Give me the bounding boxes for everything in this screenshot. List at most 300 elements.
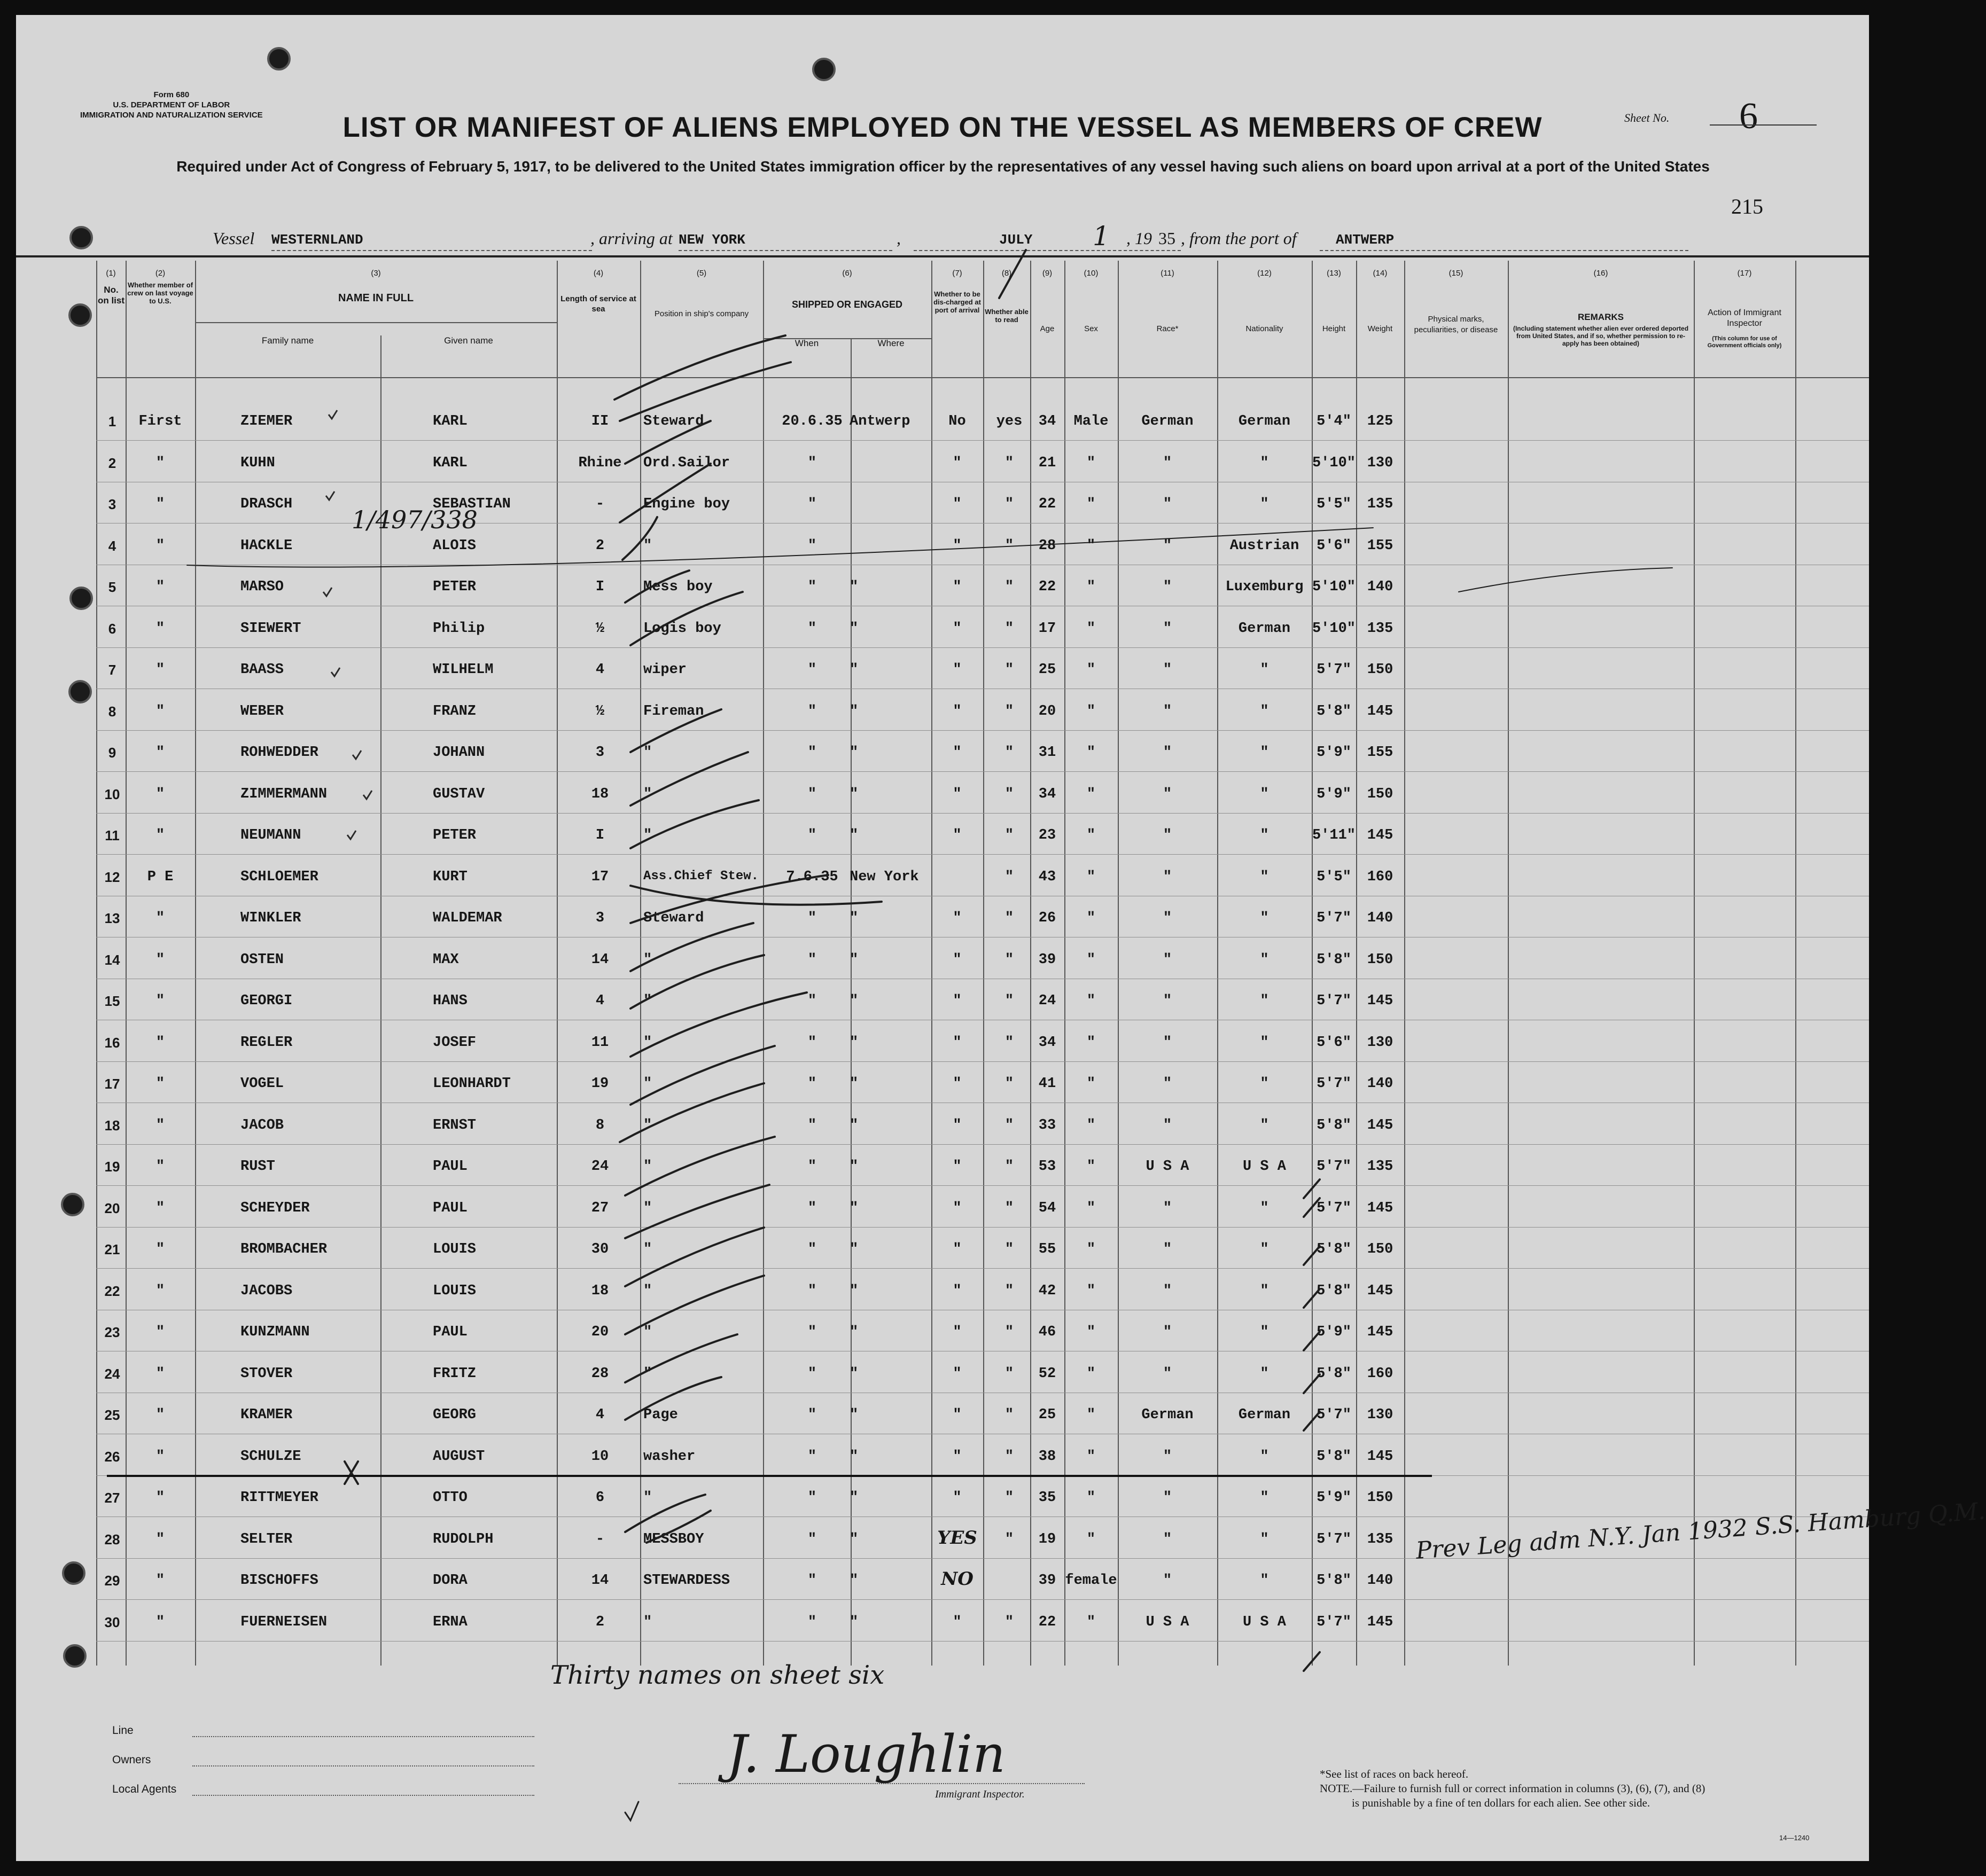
header-sex: Sex xyxy=(1084,324,1098,333)
service-name: IMMIGRATION AND NATURALIZATION SERVICE xyxy=(80,111,263,120)
cell-nat: U S A xyxy=(1242,1614,1286,1630)
cell-dis: " xyxy=(953,786,962,802)
year-prefix: , 19 xyxy=(1126,229,1152,248)
cell-given: KURT xyxy=(433,869,468,885)
colnum-10: (10) xyxy=(1084,269,1099,278)
inspector-label: Immigrant Inspector. xyxy=(935,1788,1025,1800)
cell-position: Ass.Chief Stew. xyxy=(643,869,759,884)
cell-weight: 145 xyxy=(1367,1448,1393,1465)
sheet-number-label: Sheet No. xyxy=(1624,111,1670,124)
cell-given: ALOIS xyxy=(433,537,477,554)
cell-service: Rhine xyxy=(578,455,622,471)
from-port-label: , from the port of xyxy=(1181,229,1297,248)
check-stroke-10 xyxy=(630,800,759,848)
cell-read: " xyxy=(1004,993,1014,1009)
check-stroke-18 xyxy=(625,1137,775,1195)
cell-where: " xyxy=(850,993,859,1009)
arriving-comma: , xyxy=(897,229,901,248)
cell-dis: " xyxy=(953,1448,962,1465)
cell-no: 3 xyxy=(108,496,116,512)
cell-read: " xyxy=(1004,786,1014,802)
cell-service: 2 xyxy=(595,537,605,554)
cell-no: 11 xyxy=(105,827,120,843)
cell-dis: " xyxy=(953,1324,962,1340)
cell-member: " xyxy=(155,1448,165,1465)
cell-position: " xyxy=(643,1324,652,1340)
cell-family: SELTER xyxy=(240,1531,293,1547)
cell-position: " xyxy=(643,951,652,968)
cell-service: - xyxy=(595,1531,605,1547)
cell-member: First xyxy=(138,413,182,429)
cell-read: " xyxy=(1004,662,1014,678)
cell-age: 24 xyxy=(1038,993,1056,1009)
cell-service: 4 xyxy=(595,1407,605,1423)
cell-where: " xyxy=(850,1531,859,1547)
check-stroke-22 xyxy=(625,1334,737,1382)
cell-weight: 150 xyxy=(1367,662,1393,678)
cell-race: German xyxy=(1141,1407,1194,1423)
sheet-number-value: 6 xyxy=(1739,96,1758,137)
cell-where: " xyxy=(850,1365,859,1382)
cell-where: " xyxy=(850,951,859,968)
cell-family: SCHULZE xyxy=(240,1448,301,1465)
cell-read: " xyxy=(1004,1034,1014,1051)
check-stroke-3 xyxy=(625,421,711,464)
cell-service: 27 xyxy=(591,1200,609,1216)
cell-nat: German xyxy=(1238,1407,1291,1423)
cell-family: DRASCH xyxy=(240,496,293,512)
cell-member: " xyxy=(155,579,165,595)
arrival-month: JULY xyxy=(999,232,1033,248)
cell-given: JOSEF xyxy=(433,1034,477,1051)
colnum-12: (12) xyxy=(1257,269,1272,278)
cell-age: 52 xyxy=(1038,1365,1056,1382)
cell-member: " xyxy=(155,1365,165,1382)
cell-when: " xyxy=(807,1200,817,1216)
cell-family: KUNZMANN xyxy=(240,1324,310,1340)
cell-read: " xyxy=(1004,496,1014,512)
cell-age: 43 xyxy=(1038,869,1056,885)
cell-height: 5'5" xyxy=(1317,496,1351,512)
vessel-name: WESTERNLAND xyxy=(271,232,363,248)
cell-no: 5 xyxy=(108,579,116,595)
cell-read: " xyxy=(1004,455,1014,471)
cell-family: ZIEMER xyxy=(240,413,293,429)
cell-nat: " xyxy=(1260,703,1269,720)
cell-position: Engine boy xyxy=(643,496,730,512)
cell-sex: " xyxy=(1086,1365,1096,1382)
cell-dis: " xyxy=(953,1117,962,1134)
cell-age: 53 xyxy=(1038,1159,1056,1175)
cell-service: 8 xyxy=(595,1117,605,1134)
cell-family: KUHN xyxy=(240,455,275,471)
binder-hole xyxy=(812,58,836,81)
cell-when: " xyxy=(807,827,817,843)
cell-where: " xyxy=(850,1034,859,1051)
check-stroke-12 xyxy=(630,875,828,923)
note-races: *See list of races on back hereof. xyxy=(1320,1768,1469,1780)
check-stroke-9 xyxy=(630,752,748,806)
cell-sex: " xyxy=(1086,579,1096,595)
cell-race: " xyxy=(1163,869,1172,885)
cell-member: " xyxy=(155,620,165,637)
form-number: Form 680 xyxy=(153,90,190,99)
cell-family: MARSO xyxy=(240,579,284,595)
cell-read: " xyxy=(1004,951,1014,968)
cell-height: 5'8" xyxy=(1317,1573,1351,1589)
header-discharged: Whether to be dis-charged at port of arrival xyxy=(933,290,981,314)
cell-nat: " xyxy=(1260,827,1269,843)
cell-dis: " xyxy=(953,910,962,926)
cell-member: " xyxy=(155,993,165,1009)
colnum-9: (9) xyxy=(1042,269,1053,278)
cell-member: " xyxy=(155,1034,165,1051)
binder-hole xyxy=(69,226,93,249)
header-action-note: (This column for use of Government officials only) xyxy=(1707,335,1782,349)
cell-where: " xyxy=(850,1241,859,1257)
local-agents-label: Local Agents xyxy=(112,1783,177,1795)
cell-sex: " xyxy=(1086,662,1096,678)
cell-member: " xyxy=(155,1117,165,1134)
inspector-signature: J. Loughlin xyxy=(727,1724,1006,1784)
cell-nat: Luxemburg xyxy=(1225,579,1304,595)
cell-where: " xyxy=(850,579,859,595)
colnum-5: (5) xyxy=(696,269,707,278)
page-title: LIST OR MANIFEST OF ALIENS EMPLOYED ON THE VESSEL AS MEMBERS OF CREW xyxy=(342,112,1543,143)
cell-sex: " xyxy=(1086,1407,1096,1423)
cell-race: " xyxy=(1163,910,1172,926)
line-label: Line xyxy=(112,1724,134,1737)
cell-no: 22 xyxy=(104,1283,120,1299)
cell-no: 28 xyxy=(104,1531,120,1547)
cell-where: " xyxy=(850,786,859,802)
cell-no: 10 xyxy=(104,786,120,802)
cell-when: " xyxy=(807,1448,817,1465)
cell-member: " xyxy=(155,951,165,968)
cell-sex: " xyxy=(1086,786,1096,802)
cell-service: 18 xyxy=(591,1283,609,1299)
cell-given: HANS xyxy=(433,993,468,1009)
arrival-day: 1 xyxy=(1093,221,1110,252)
cell-service: 10 xyxy=(591,1448,609,1465)
cell-given: KARL xyxy=(433,413,468,429)
header-remarks: REMARKS xyxy=(1578,312,1624,322)
cell-read: " xyxy=(1004,579,1014,595)
cell-sex: " xyxy=(1086,1614,1096,1630)
cell-family: SCHEYDER xyxy=(240,1200,310,1216)
cell-given: FRITZ xyxy=(433,1365,477,1382)
cell-family: REGLER xyxy=(240,1034,293,1051)
cell-service: 30 xyxy=(591,1241,609,1257)
cell-given: ERNST xyxy=(433,1117,477,1134)
cell-member: " xyxy=(155,1531,165,1547)
cell-race: " xyxy=(1163,1573,1172,1589)
cell-sex: " xyxy=(1086,827,1096,843)
cell-age: 39 xyxy=(1038,1573,1056,1589)
cell-when: " xyxy=(807,1283,817,1299)
cell-given: PETER xyxy=(433,827,477,843)
slash-2 xyxy=(1304,1246,1320,1265)
cell-family: BAASS xyxy=(240,662,284,678)
cell-race: " xyxy=(1163,745,1172,761)
cell-family: OSTEN xyxy=(240,951,284,968)
cell-given: Philip xyxy=(433,620,485,637)
cell-race: " xyxy=(1163,662,1172,678)
cell-dis: " xyxy=(953,496,962,512)
cell-dis: " xyxy=(953,703,962,720)
header-age: Age xyxy=(1040,324,1055,333)
cell-height: 5'7" xyxy=(1317,662,1351,678)
cell-age: 41 xyxy=(1038,1076,1056,1092)
cell-race: U S A xyxy=(1146,1614,1189,1630)
cell-where: " xyxy=(850,910,859,926)
cell-height: 5'7" xyxy=(1317,1200,1351,1216)
colnum-17: (17) xyxy=(1737,269,1752,278)
cell-family: NEUMANN xyxy=(240,827,301,843)
cell-position: Logis boy xyxy=(643,620,721,637)
cell-age: 17 xyxy=(1038,620,1056,637)
cell-race: " xyxy=(1163,1490,1172,1506)
cell-nat: " xyxy=(1260,1573,1269,1589)
cell-when: " xyxy=(807,1573,817,1589)
cell-age: 22 xyxy=(1038,496,1056,512)
local-agents-underline xyxy=(192,1795,534,1796)
cell-race: " xyxy=(1163,1117,1172,1134)
cell-position: " xyxy=(643,745,652,761)
cell-family: BISCHOFFS xyxy=(240,1573,318,1589)
cell-height: 5'7" xyxy=(1317,1531,1351,1547)
cell-no: 29 xyxy=(104,1573,120,1589)
cell-member: " xyxy=(155,1407,165,1423)
cell-position: Steward xyxy=(643,910,704,926)
cell-age: 33 xyxy=(1038,1117,1056,1134)
cell-race: " xyxy=(1163,579,1172,595)
check-stroke-21 xyxy=(625,1276,764,1334)
cell-race: " xyxy=(1163,537,1172,554)
cell-height: 5'10" xyxy=(1312,579,1356,595)
cell-position: " xyxy=(643,827,652,843)
cell-nat: " xyxy=(1260,786,1269,802)
cell-position: washer xyxy=(643,1448,696,1465)
cell-no: 25 xyxy=(104,1407,120,1423)
cell-dis: " xyxy=(953,1159,962,1175)
cell-sex: " xyxy=(1086,1241,1096,1257)
arrival-year: 35 xyxy=(1158,229,1175,248)
cell-read: " xyxy=(1004,827,1014,843)
cell-race: " xyxy=(1163,993,1172,1009)
cell-weight: 155 xyxy=(1367,537,1393,554)
from-port: ANTWERP xyxy=(1336,232,1395,248)
cell-where: " xyxy=(850,745,859,761)
cell-read: " xyxy=(1004,1490,1014,1506)
cell-read: " xyxy=(1004,1117,1014,1134)
cell-sex: " xyxy=(1086,1117,1096,1134)
cell-position: " xyxy=(643,1490,652,1506)
cell-position: Mess boy xyxy=(643,579,713,595)
slash-3 xyxy=(1304,1289,1320,1308)
cell-weight: 140 xyxy=(1367,579,1393,595)
cell-given: MAX xyxy=(433,951,459,968)
check-stroke-20 xyxy=(625,1228,764,1286)
cell-weight: 135 xyxy=(1367,496,1393,512)
cell-dis: NO xyxy=(941,1568,973,1590)
cell-race: " xyxy=(1163,951,1172,968)
cell-when: " xyxy=(807,1531,817,1547)
cell-sex: " xyxy=(1086,1324,1096,1340)
check-stroke-4 xyxy=(620,464,711,522)
cell-family: GEORGI xyxy=(240,993,293,1009)
cell-when: " xyxy=(807,1034,817,1051)
cell-dis: " xyxy=(953,1076,962,1092)
slash-8 xyxy=(1304,1179,1320,1198)
cell-height: 5'7" xyxy=(1317,1614,1351,1630)
cell-nat: " xyxy=(1260,910,1269,926)
header-name-in-full: NAME IN FULL xyxy=(338,292,414,304)
check-stroke-17 xyxy=(620,1083,764,1142)
colnum-6: (6) xyxy=(842,269,852,278)
cell-no: 19 xyxy=(104,1159,120,1175)
cell-nat: " xyxy=(1260,1324,1269,1340)
cell-weight: 140 xyxy=(1367,1076,1393,1092)
cell-sex: " xyxy=(1086,869,1096,885)
cell-when: " xyxy=(807,1117,817,1134)
cell-height: 5'7" xyxy=(1317,1076,1351,1092)
cell-weight: 145 xyxy=(1367,1614,1393,1630)
cell-member: " xyxy=(155,703,165,720)
slash-1 xyxy=(1304,1198,1320,1217)
check-stroke-5 xyxy=(622,517,657,560)
cell-service: ½ xyxy=(595,703,605,720)
header-where: Where xyxy=(877,338,905,348)
colnum-16: (16) xyxy=(1593,269,1608,278)
cell-no: 27 xyxy=(104,1490,120,1506)
cell-where: " xyxy=(850,1573,859,1589)
cell-height: 5'9" xyxy=(1317,786,1351,802)
cell-when: " xyxy=(807,620,817,637)
cell-no: 12 xyxy=(104,869,120,885)
cell-when: 7.6.35 xyxy=(786,869,838,885)
binder-hole xyxy=(267,47,291,71)
cell-where: Antwerp xyxy=(850,413,910,429)
cell-read: " xyxy=(1004,910,1014,926)
cell-age: 19 xyxy=(1038,1531,1056,1547)
cell-age: 22 xyxy=(1038,579,1056,595)
cell-age: 39 xyxy=(1038,951,1056,968)
cell-weight: 145 xyxy=(1367,993,1393,1009)
cell-position: Page xyxy=(643,1407,678,1423)
cell-when: " xyxy=(807,703,817,720)
cell-family: FUERNEISEN xyxy=(240,1614,328,1630)
slash-6 xyxy=(1304,1412,1320,1431)
hackle-annotation: 1/497/338 xyxy=(352,505,478,534)
cell-age: 20 xyxy=(1038,703,1056,720)
cell-member: " xyxy=(155,786,165,802)
cell-weight: 130 xyxy=(1367,1407,1393,1423)
cell-service: 28 xyxy=(591,1365,609,1382)
cell-where: " xyxy=(850,1117,859,1134)
cell-given: JOHANN xyxy=(433,745,485,761)
cross-mark xyxy=(345,1461,358,1484)
cell-position: " xyxy=(643,993,652,1009)
cell-dis: " xyxy=(953,1200,962,1216)
cell-read: " xyxy=(1004,1324,1014,1340)
cell-given: DORA xyxy=(433,1573,468,1589)
cell-given: LOUIS xyxy=(433,1241,477,1257)
cell-service: 14 xyxy=(591,951,609,968)
cell-race: " xyxy=(1163,1324,1172,1340)
cell-age: 25 xyxy=(1038,662,1056,678)
binder-hole xyxy=(68,303,92,327)
cell-when: " xyxy=(807,1365,817,1382)
cell-read: " xyxy=(1004,745,1014,761)
check-stroke-24 xyxy=(625,1495,705,1532)
cell-no: 2 xyxy=(108,455,116,471)
header-whether-member: Whether member of crew on last voyage to U.S. xyxy=(127,281,193,305)
cell-family: VOGEL xyxy=(240,1076,284,1092)
cell-age: 34 xyxy=(1038,413,1056,429)
cell-nat: " xyxy=(1260,745,1269,761)
cell-read: " xyxy=(1004,1614,1014,1630)
cell-when: " xyxy=(807,537,817,554)
cell-read: " xyxy=(1004,1241,1014,1257)
colnum-2: (2) xyxy=(155,269,166,278)
cell-when: " xyxy=(807,1241,817,1257)
cell-position: " xyxy=(643,1614,652,1630)
cell-position: " xyxy=(643,1076,652,1092)
cell-position: " xyxy=(643,1034,652,1051)
vessel-label: Vessel xyxy=(213,229,255,248)
cell-position: wiper xyxy=(643,662,687,678)
cell-race: " xyxy=(1163,1076,1172,1092)
cell-age: 31 xyxy=(1038,745,1056,761)
cell-no: 24 xyxy=(104,1365,120,1382)
cell-sex: " xyxy=(1086,1076,1096,1092)
header-no-on-list: No. on list xyxy=(97,285,125,306)
cell-member: " xyxy=(155,1159,165,1175)
cell-service: 3 xyxy=(595,745,605,761)
cell-race: " xyxy=(1163,455,1172,471)
cell-where: New York xyxy=(850,869,919,885)
handwritten-strokes xyxy=(16,15,1869,1861)
owners-label: Owners xyxy=(112,1754,151,1766)
cell-nat: Austrian xyxy=(1229,537,1299,554)
cell-weight: 145 xyxy=(1367,1117,1393,1134)
cell-age: 23 xyxy=(1038,827,1056,843)
header-weight: Weight xyxy=(1367,324,1393,333)
header-able-read: Whether able to read xyxy=(985,308,1029,324)
cell-member: " xyxy=(155,910,165,926)
colnum-4: (4) xyxy=(593,269,604,278)
cell-given: PAUL xyxy=(433,1159,468,1175)
cell-height: 5'7" xyxy=(1317,1407,1351,1423)
cell-dis: YES xyxy=(937,1527,977,1549)
cell-family: RUST xyxy=(240,1159,275,1175)
cell-dis: " xyxy=(953,1614,962,1630)
cell-sex: Male xyxy=(1073,413,1109,429)
crossing-line-2 xyxy=(1459,568,1672,592)
cell-given: RUDOLPH xyxy=(433,1531,494,1547)
cell-height: 5'11" xyxy=(1312,827,1356,843)
check-stroke-23 xyxy=(625,1377,721,1420)
cell-where: " xyxy=(850,1200,859,1216)
slash-5 xyxy=(1304,1374,1320,1393)
cell-weight: 125 xyxy=(1367,413,1393,429)
colnum-1: (1) xyxy=(106,269,116,278)
cell-weight: 135 xyxy=(1367,620,1393,637)
cell-member: " xyxy=(155,1614,165,1630)
cell-age: 22 xyxy=(1038,1614,1056,1630)
cell-read: " xyxy=(1004,1407,1014,1423)
